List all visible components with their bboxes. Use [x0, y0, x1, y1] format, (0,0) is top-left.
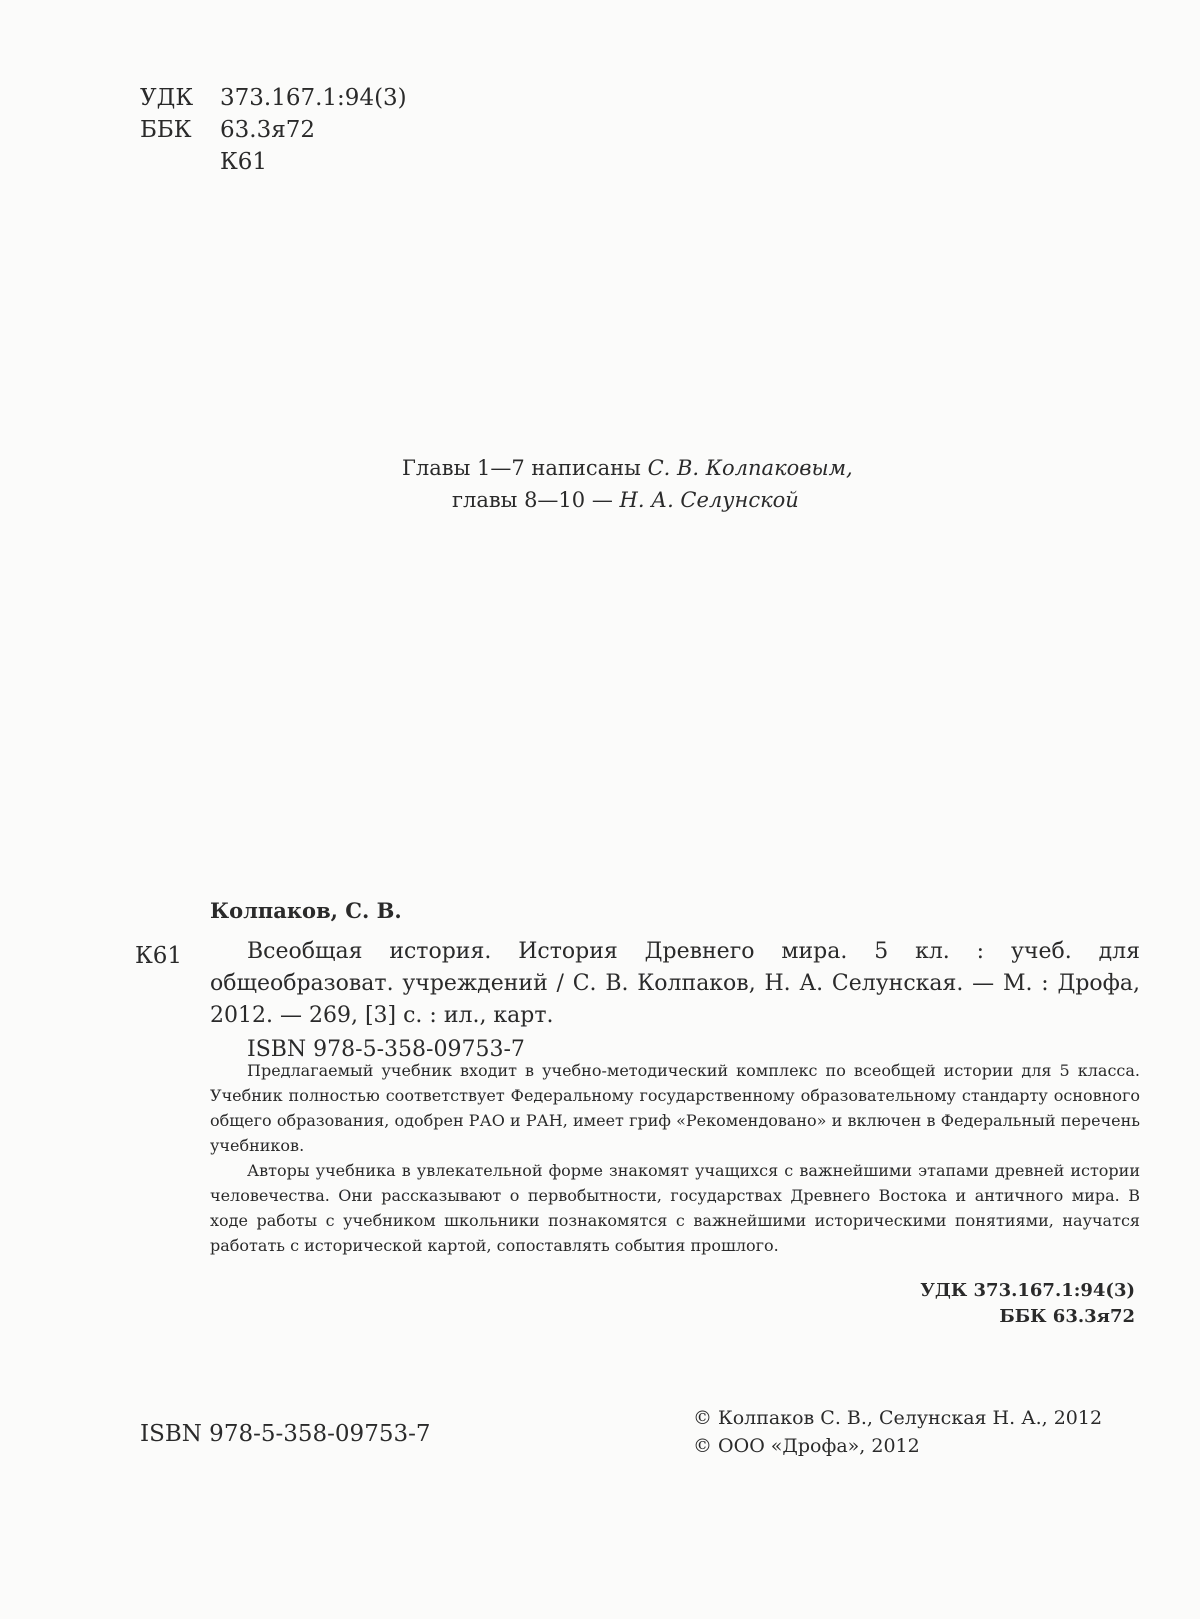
annotation	[210, 1058, 1140, 1258]
bib-sign: К61	[135, 943, 183, 969]
authorship-note	[402, 452, 853, 516]
bib-record	[210, 936, 1140, 1066]
udk-code-right: УДК 373.167.1:94(3)	[920, 1280, 1135, 1301]
classification-codes-right	[920, 1278, 1135, 1330]
annotation-paragraph-2: Авторы учебника в увлекательной форме знакомят учащихся с важнейшими этапами древней истории человечества. Они рассказывают о первобытности, государствах Древнего Востока и античного мира. В ходе работы с учебником школьники познакомятся с важнейшими историческими понятиями, научатся работать с исторической картой, сопоставлять события прошлого.	[210, 1161, 1140, 1255]
authorship-line-1-author: С. В. Колпаковым,	[647, 456, 853, 480]
author-sign: К61	[220, 149, 268, 175]
udk-label: УДК	[140, 85, 194, 111]
copyright-publisher: © ООО «Дрофа», 2012	[693, 1435, 920, 1457]
authorship-line-2-prefix: главы 8—10 —	[452, 488, 620, 512]
footer-isbn: ISBN 978-5-358-09753-7	[140, 1421, 431, 1447]
copyright-block	[693, 1404, 1102, 1460]
authorship-line-1-prefix: Главы 1—7 написаны	[402, 456, 648, 480]
authorship-line-2	[402, 484, 853, 516]
udk-value: 373.167.1:94(3)	[220, 85, 407, 111]
bbk-label: ББК	[140, 117, 192, 143]
bib-author-heading: Колпаков, С. В.	[210, 898, 402, 923]
bbk-code-right: ББК 63.3я72	[999, 1306, 1135, 1327]
annotation-paragraph-1: Предлагаемый учебник входит в учебно-методический комплекс по всеобщей истории для 5 класса. Учебник полностью соответствует Федеральному государственному образовательному стандарту основного общего образования, одобрен РАО и РАН, имеет гриф «Рекомендовано» и включен в Федеральный перечень учебников.	[210, 1061, 1140, 1155]
bib-isbn: ISBN 978-5-358-09753-7	[247, 1037, 525, 1062]
author-sign-row	[140, 146, 407, 178]
classification-block	[140, 82, 407, 178]
copyright-authors: © Колпаков С. В., Селунская Н. А., 2012	[693, 1407, 1103, 1429]
udk-row	[140, 82, 407, 114]
authorship-line-1	[402, 452, 853, 484]
bbk-value: 63.3я72	[220, 117, 315, 143]
authorship-line-2-author: Н. А. Селунской	[619, 488, 799, 512]
bbk-row	[140, 114, 407, 146]
bib-description: Всеобщая история. История Древнего мира. 5 кл. : учеб. для общеобразоват. учреждений / С. В. Колпаков, Н. А. Селунская. — М. : Дрофа, 2012. — 269, [3] с. : ил., карт.	[210, 939, 1140, 1028]
